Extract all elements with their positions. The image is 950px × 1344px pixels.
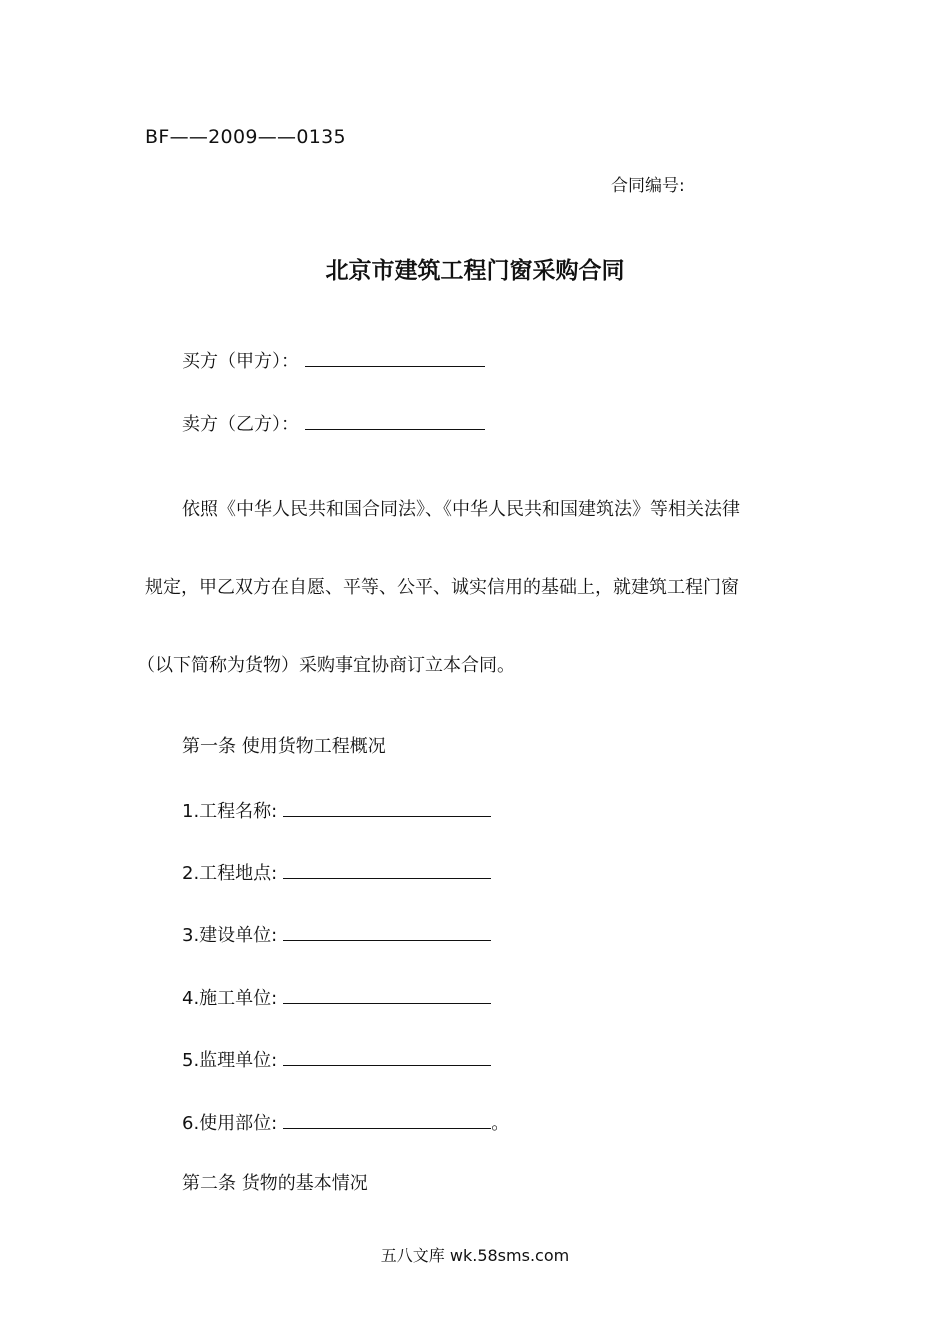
article-1-item (182, 798, 491, 824)
seller-blank (305, 411, 485, 430)
item-label: 6.使用部位: (182, 1113, 278, 1134)
article-1-item (182, 1047, 491, 1073)
item-blank (283, 860, 491, 879)
article-1-item (182, 985, 491, 1011)
item-label: 2.工程地点: (182, 863, 278, 884)
item-blank (283, 1047, 491, 1066)
item-label: 1.工程名称: (182, 801, 278, 822)
item-label: 5.监理单位: (182, 1050, 278, 1071)
item-blank (283, 922, 491, 941)
item-blank (283, 1110, 491, 1129)
item-blank (283, 798, 491, 817)
item-label: 3.建设单位: (182, 925, 278, 946)
article-2-heading: 第二条 货物的基本情况 (182, 1173, 368, 1194)
buyer-blank (305, 348, 485, 367)
article-1-item (182, 922, 491, 948)
intro-line: 规定，甲乙双方在自愿、平等、公平、诚实信用的基础上，就建筑工程门窗 (145, 577, 739, 598)
contract-number-label: 合同编号: (611, 176, 685, 196)
article-1-item (182, 1110, 509, 1136)
seller-label: 卖方（乙方）： (182, 414, 299, 435)
page-footer: 五八文库 wk.58sms.com (380, 1246, 570, 1265)
buyer-label: 买方（甲方）： (182, 351, 299, 372)
article-1-item (182, 860, 491, 886)
item-blank (283, 985, 491, 1004)
buyer-line (182, 348, 485, 374)
intro-line: （以下简称为货物）采购事宜协商订立本合同。 (137, 655, 515, 676)
intro-line: 依照《中华人民共和国合同法》、《中华人民共和国建筑法》等相关法律 (182, 499, 740, 520)
document-code: BF——2009——0135 (145, 126, 346, 148)
document-title: 北京市建筑工程门窗采购合同 (325, 257, 625, 284)
article-1-heading: 第一条 使用货物工程概况 (182, 736, 386, 757)
seller-line (182, 411, 485, 437)
item-suffix: 。 (491, 1113, 510, 1134)
intro-paragraph (137, 498, 810, 678)
item-label: 4.施工单位: (182, 988, 278, 1009)
